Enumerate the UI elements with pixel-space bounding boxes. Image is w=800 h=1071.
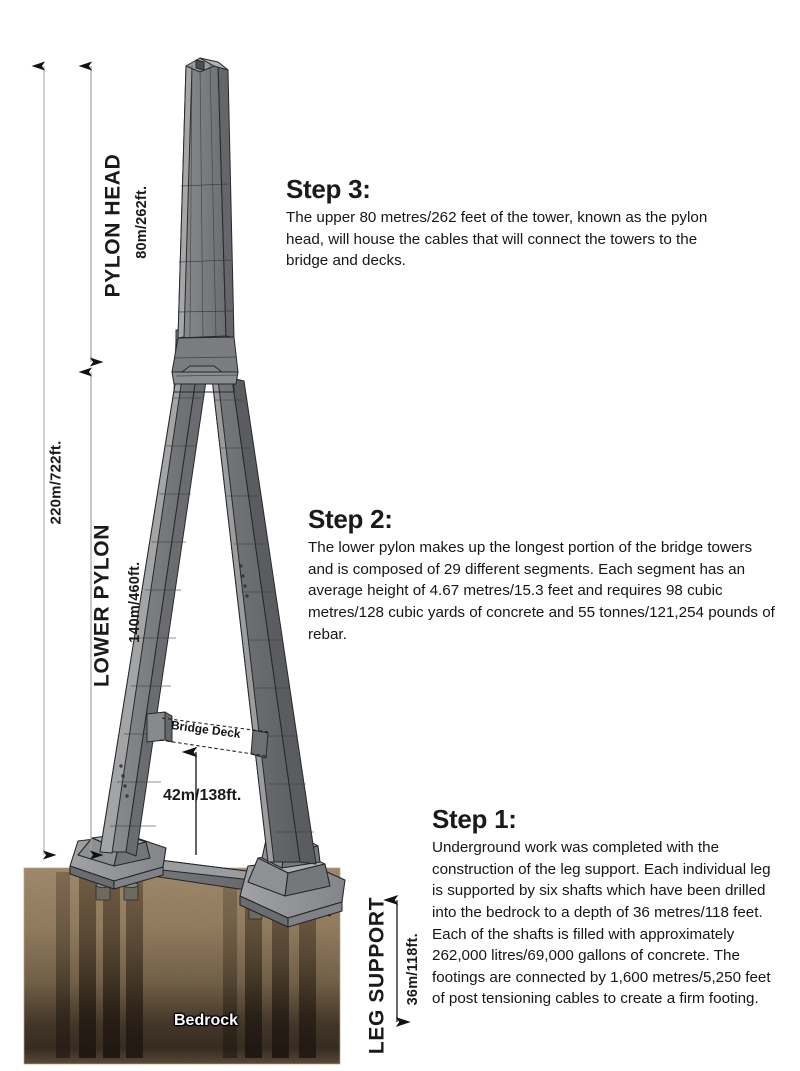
pylon-head-height-label: 80m/262ft.: [133, 185, 150, 259]
step-3-body: The upper 80 metres/262 feet of the tower, known as the pylon head, will house the cables that will connect the towers to the bridge and decks.: [286, 209, 708, 270]
pylon-head: [172, 58, 238, 392]
step-1-title: Step 1:: [432, 804, 517, 834]
lower-pylon-height-label: 140m/460ft.: [126, 561, 143, 643]
step-2-body: The lower pylon makes up the longest portion of the bridge towers and is composed of 29 different segments. Each segment has an average height of 4.67 metres/15.3 feet and requires 98 cubic metres/128 cubic yards of concrete and 55 tonnes/121,254 pounds of rebar.: [308, 539, 775, 643]
bedrock-label: Bedrock: [174, 1012, 239, 1029]
step-2-title: Step 2:: [308, 504, 393, 534]
step-1-block: [432, 806, 780, 1010]
pylon-head-section-label: PYLON HEAD: [101, 153, 125, 298]
lower-pylon-left-leg: [100, 378, 206, 856]
leg-support-depth-label: 36m/118ft.: [404, 933, 421, 1006]
step-3-block: [286, 176, 738, 272]
step-1-body: Underground work was completed with the construction of the leg support. Each individual leg is supported by six shafts which have been drilled into the bedrock to a depth of 36 metres/118 feet. Each of the shafts is filled with approximately 262,000 litres/69,000 gallons of concrete. The footings are connected by 1,600 metres/5,250 feet of post tensioning cables to create a firm footing.: [432, 839, 771, 1008]
step-2-block: [308, 506, 776, 645]
total-height-label: 220m/722ft.: [47, 440, 65, 525]
deck-clearance-label: 42m/138ft.: [163, 787, 242, 804]
leg-support-section-label: LEG SUPPORT: [365, 896, 389, 1055]
lower-pylon-section-label: LOWER PYLON: [90, 524, 114, 687]
step-3-title: Step 3:: [286, 174, 371, 204]
bridge-deck-label: Bridge Deck: [170, 718, 242, 742]
